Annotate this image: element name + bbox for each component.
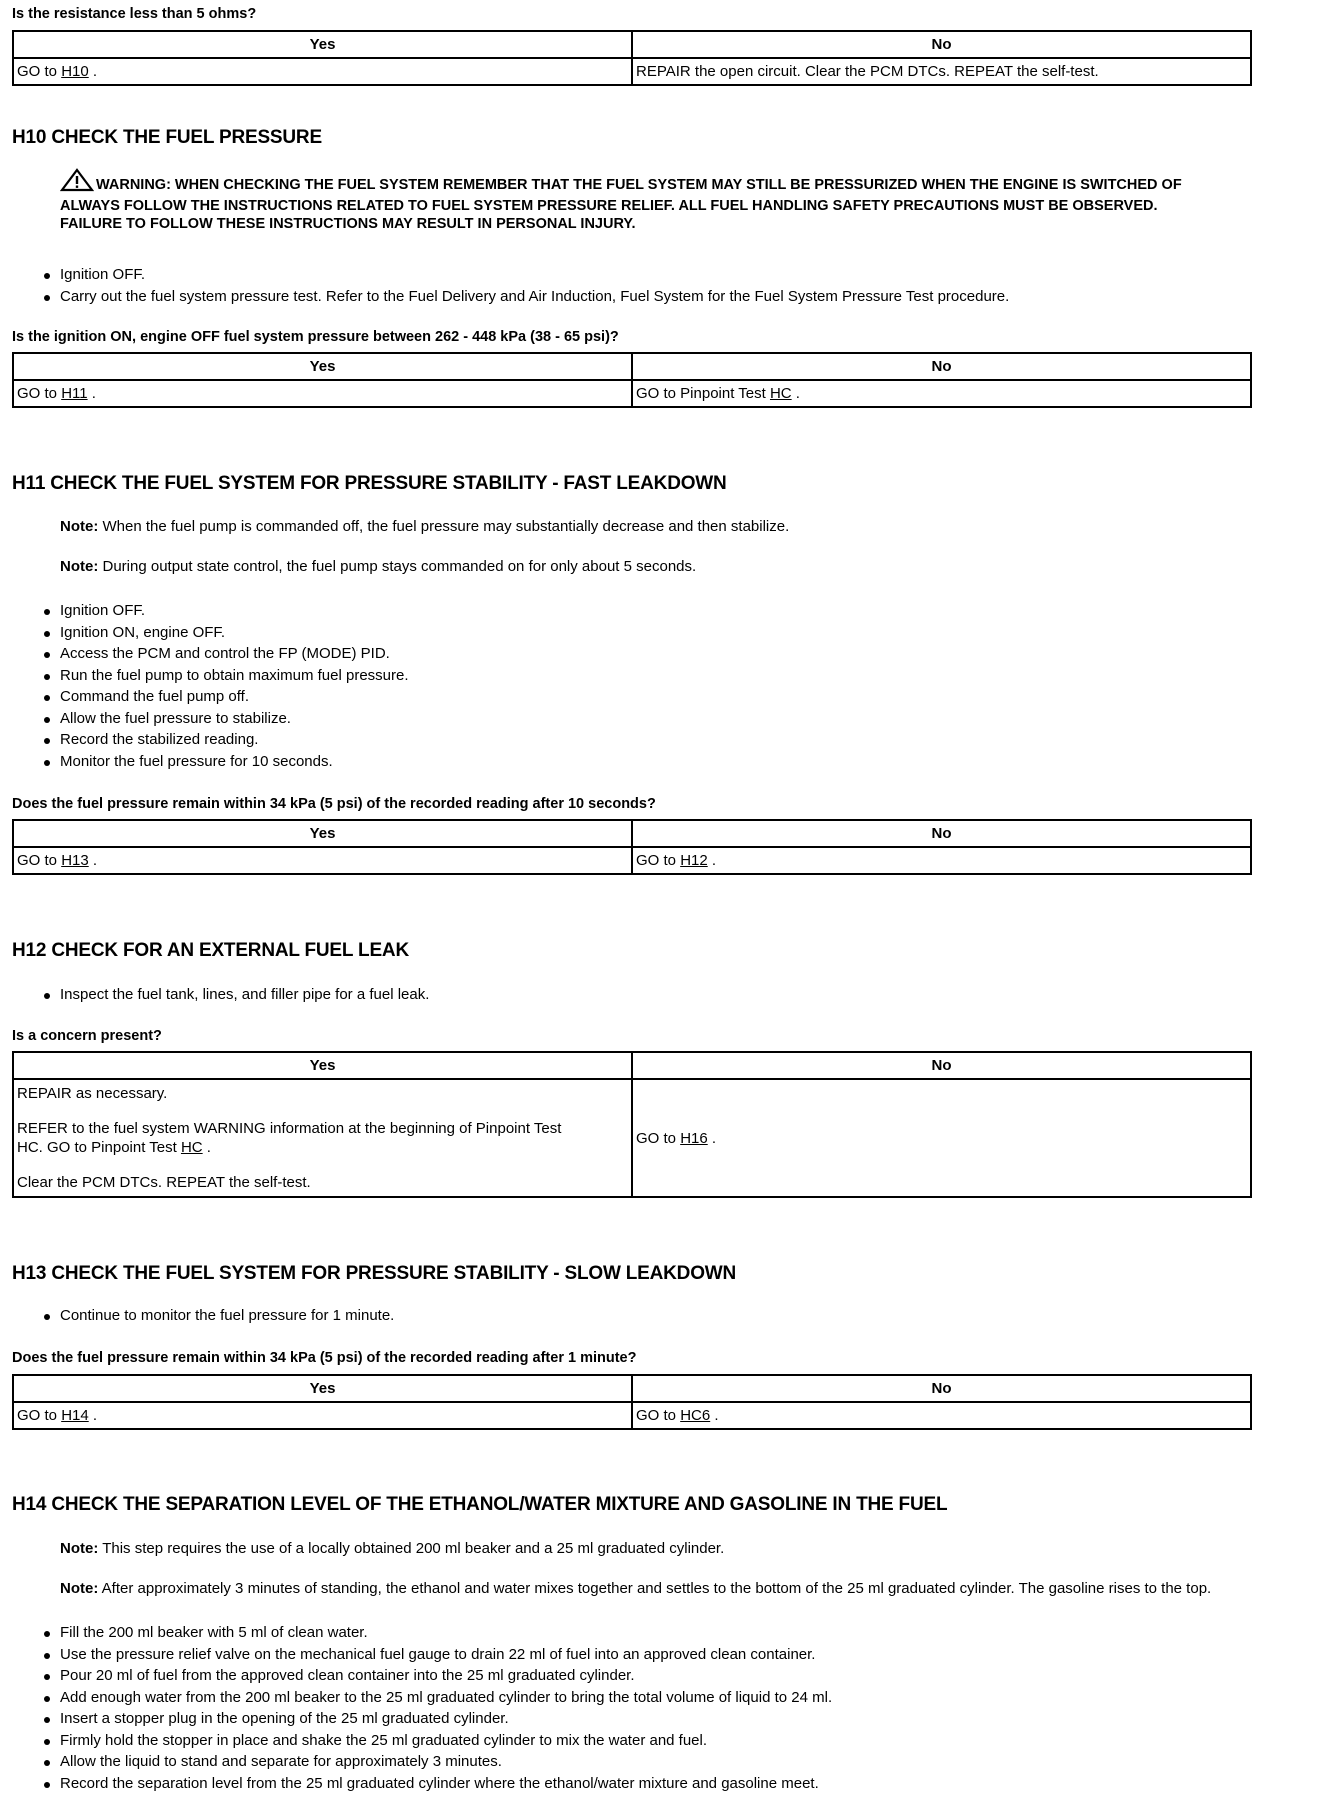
list-item: Access the PCM and control the FP (MODE) PID. [60,643,409,665]
h13-heading: H13 CHECK THE FUEL SYSTEM FOR PRESSURE STABILITY - SLOW LEAKDOWN [12,1263,737,1284]
yes-cell: GO to H10 . [13,58,632,85]
yes-header: Yes [13,820,632,847]
list-item: Run the fuel pump to obtain maximum fuel pressure. [60,665,409,687]
h14-steps [12,1622,832,1794]
list-item: Record the stabilized reading. [60,729,409,751]
list-item: Monitor the fuel pressure for 10 seconds. [60,751,409,773]
yes-header: Yes [13,1052,632,1079]
h14-heading: H14 CHECK THE SEPARATION LEVEL OF THE ETHANOL/WATER MIXTURE AND GASOLINE IN THE FUEL [12,1494,948,1515]
list-item: Record the separation level from the 25 ml graduated cylinder where the ethanol/water mixture and gasoline meet. [60,1773,832,1795]
h11-question: Does the fuel pressure remain within 34 kPa (5 psi) of the recorded reading after 10 seconds? [12,796,656,812]
h10-question: Is the ignition ON, engine OFF fuel system pressure between 262 - 448 kPa (38 - 65 psi)? [12,329,619,345]
h10-steps [12,264,1009,307]
warning-icon [60,168,94,197]
no-header: No [632,353,1251,380]
list-item: Continue to monitor the fuel pressure for 1 minute. [60,1305,394,1327]
yes-header: Yes [13,353,632,380]
fuel-warning: WARNING: WHEN CHECKING THE FUEL SYSTEM REMEMBER THAT THE FUEL SYSTEM MAY STILL BE PRESSURIZED WHEN THE ENGINE IS SWITCHED OF ALWAYS FOLLOW THE INSTRUCTIONS RELATED TO FUEL SYSTEM PRESSURE RELIEF. ALL FUEL HANDLING SAFETY PRECAUTIONS MUST BE OBSERVED. FAILURE TO FOLLOW THESE INSTRUCTIONS MAY RESULT IN PERSONAL INJURY. [60,168,1320,233]
h11-note-2: Note: During output state control, the fuel pump stays commanded on for only about 5 seconds. [60,558,697,575]
h11-heading: H11 CHECK THE FUEL SYSTEM FOR PRESSURE STABILITY - FAST LEAKDOWN [12,473,727,494]
list-item: Add enough water from the 200 ml beaker to the 25 ml graduated cylinder to bring the total volume of liquid to 24 ml. [60,1687,832,1709]
no-cell: GO to Pinpoint Test HC . [632,380,1251,407]
h11-decision-table [12,819,1252,875]
yes-cell: GO to H13 . [13,847,632,874]
yes-header: Yes [13,31,632,58]
link-h14[interactable]: H14 [61,1407,89,1424]
link-h11[interactable]: H11 [61,385,88,402]
resistance-decision-table [12,30,1252,86]
list-item: Allow the liquid to stand and separate for approximately 3 minutes. [60,1751,832,1773]
no-cell: GO to H12 . [632,847,1251,874]
list-item: Pour 20 ml of fuel from the approved clean container into the 25 ml graduated cylinder. [60,1665,832,1687]
h13-steps [12,1305,394,1327]
h11-note-1: Note: When the fuel pump is commanded off, the fuel pressure may substantially decrease and then stabilize. [60,518,790,535]
h10-heading: H10 CHECK THE FUEL PRESSURE [12,127,322,148]
h14-note-1: Note: This step requires the use of a locally obtained 200 ml beaker and a 25 ml graduated cylinder. [60,1540,725,1557]
h12-decision-table [12,1051,1252,1198]
list-item: Insert a stopper plug in the opening of the 25 ml graduated cylinder. [60,1708,832,1730]
h13-question: Does the fuel pressure remain within 34 kPa (5 psi) of the recorded reading after 1 minute? [12,1350,637,1366]
link-h13[interactable]: H13 [61,852,89,869]
list-item: Use the pressure relief valve on the mechanical fuel gauge to drain 22 ml of fuel into an approved clean container. [60,1644,832,1666]
link-h16[interactable]: H16 [680,1129,708,1147]
yes-cell: GO to H14 . [13,1402,632,1429]
no-cell: GO to HC6 . [632,1402,1251,1429]
link-hc6[interactable]: HC6 [680,1407,711,1424]
link-h12[interactable]: H12 [680,852,708,869]
yes-cell: REPAIR as necessary. REFER to the fuel system WARNING information at the beginning of Pinpoint Test HC. GO to Pinpoint Test HC . Clear the PCM DTCs. REPEAT the self-test. [13,1079,632,1197]
no-cell: GO to H16 . [632,1079,1251,1197]
list-item: Allow the fuel pressure to stabilize. [60,708,409,730]
h12-steps [12,984,429,1006]
h13-decision-table [12,1374,1252,1430]
h12-question: Is a concern present? [12,1028,162,1044]
list-item: Ignition ON, engine OFF. [60,622,409,644]
list-item: Fill the 200 ml beaker with 5 ml of clean water. [60,1622,832,1644]
link-hc[interactable]: HC [769,385,792,402]
h10-decision-table [12,352,1252,408]
h14-note-2: Note: After approximately 3 minutes of standing, the ethanol and water mixes together and settles to the bottom of the 25 ml graduated cylinder. The gasoline rises to the top. [60,1580,1212,1597]
no-header: No [632,1375,1251,1402]
no-header: No [632,1052,1251,1079]
list-item: Inspect the fuel tank, lines, and filler pipe for a fuel leak. [60,984,429,1006]
list-item: Firmly hold the stopper in place and shake the 25 ml graduated cylinder to mix the water and fuel. [60,1730,832,1752]
yes-header: Yes [13,1375,632,1402]
list-item: Ignition OFF. [60,600,409,622]
no-header: No [632,820,1251,847]
yes-cell: GO to H11 . [13,380,632,407]
no-header: No [632,31,1251,58]
resistance-question: Is the resistance less than 5 ohms? [12,6,257,22]
h12-heading: H12 CHECK FOR AN EXTERNAL FUEL LEAK [12,940,409,961]
list-item: Command the fuel pump off. [60,686,409,708]
h11-steps [12,600,409,772]
no-cell: REPAIR the open circuit. Clear the PCM DTCs. REPEAT the self-test. [632,58,1251,85]
link-hc[interactable]: HC [180,1139,203,1156]
list-item: Carry out the fuel system pressure test. Refer to the Fuel Delivery and Air Induction, Fuel System for the Fuel System Pressure Test procedure. [60,286,1009,308]
list-item: Ignition OFF. [60,264,1009,286]
link-h10[interactable]: H10 [61,63,89,80]
